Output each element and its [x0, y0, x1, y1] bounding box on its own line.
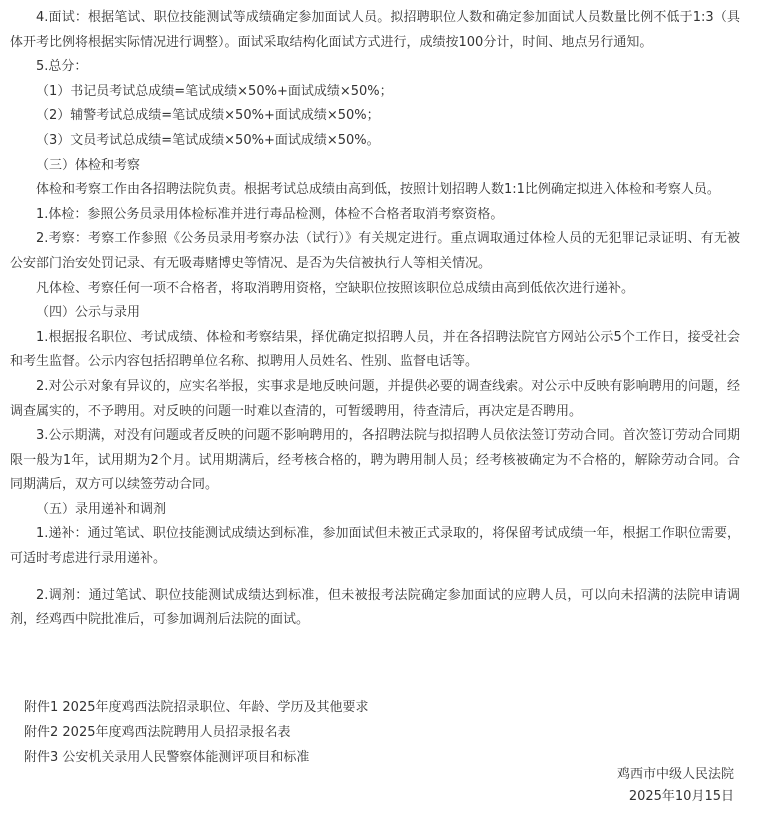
signature-block: [617, 764, 734, 808]
paragraph-clerk-score: （1）书记员考试总成绩=笔试成绩×50%+面试成绩×50%；: [36, 83, 393, 99]
paragraph-exam-responsibility: 体检和考察工作由各招聘法院负责。根据考试总成绩由高到低，按照计划招聘人数1:1比例确定拟进入体检和考察人员。: [36, 182, 720, 198]
paragraph-total-score: 5.总分：: [36, 59, 88, 75]
paragraph-physical-exam: 1.体检：参照公务员录用体检标准并进行毒品检测，体检不合格者取消考察资格。: [36, 206, 504, 222]
section-heading-physical-exam: （三）体检和考察: [36, 157, 141, 173]
section-heading-replacement: （五）录用递补和调剂: [36, 501, 167, 517]
attachment-list: [24, 695, 369, 770]
paragraph-staff-score: （3）文员考试总成绩=笔试成绩×50%+面试成绩×50%。: [36, 132, 380, 148]
paragraph-inspection: 2.考察：考察工作参照《公务员录用考察办法（试行）》有关规定进行。重点调取通过体检人员的无犯罪记录证明、有无被公安部门治安处罚记录、有无吸毒赌博史等情况、是否为失信被执行人等相关情况。: [10, 231, 740, 271]
attachment-1: 附件1 2025年度鸡西法院招录职位、年龄、学历及其他要求: [24, 700, 369, 715]
document-body: [10, 6, 740, 633]
paragraph-interview: 4.面试：根据笔试、职位技能测试等成绩确定参加面试人员。拟招聘职位人数和确定参加面试人员数量比例不低于1:3（具体开考比例将根据实际情况进行调整）。面试采取结构化面试方式进行，成绩按100分计，时间、地点另行通知。: [10, 10, 740, 50]
attachment-3: 附件3 公安机关录用人民警察体能测评项目和标准: [24, 750, 310, 765]
paragraph-publicity-2: 2.对公示对象有异议的，应实名举报，实事求是地反映问题，并提供必要的调查线索。对公示中反映有影响聘用的问题，经调查属实的，不予聘用。对反映的问题一时难以查清的，可暂缓聘用，待查清后，再决定是否聘用。: [10, 378, 740, 419]
paragraph-gap: [10, 572, 740, 584]
issuing-organization: 鸡西市中级人民法院: [616, 767, 734, 782]
paragraph-replacement: 1.递补：通过笔试、职位技能测试成绩达到标准，参加面试但未被正式录取的，将保留考试成绩一年，根据工作职位需要，可适时考虑进行录用递补。: [10, 526, 740, 567]
paragraph-publicity-3: 3.公示期满，对没有问题或者反映的问题不影响聘用的，各招聘法院与拟招聘人员依法签订劳动合同。首次签订劳动合同期限一般为1年，试用期为2个月。试用期满后，经考核合格的，聘为聘用制人员；经考核被确定为不合格的，解除劳动合同。合同期满后，双方可以续签劳动合同。: [10, 428, 740, 493]
paragraph-auxiliary-police-score: （2）辅警考试总成绩=笔试成绩×50%+面试成绩×50%；: [36, 108, 380, 124]
paragraph-publicity-1: 1.根据报名职位、考试成绩、体检和考察结果，择优确定拟招聘人员，并在各招聘法院官方网站公示5个工作日，接受社会和考生监督。公示内容包括招聘单位名称、拟聘用人员姓名、性别、监督电话等。: [10, 329, 740, 370]
attachment-2: 附件2 2025年度鸡西法院聘用人员招录报名表: [24, 725, 291, 740]
section-heading-publicity: （四）公示与录用: [36, 305, 141, 321]
paragraph-disqualification: 凡体检、考察任何一项不合格者，将取消聘用资格，空缺职位按照该职位总成绩由高到低依次进行递补。: [36, 280, 635, 296]
paragraph-adjustment: 2.调剂：通过笔试、职位技能测试成绩达到标准，但未被报考法院确定参加面试的应聘人员，可以向未招满的法院申请调剂，经鸡西中院批准后，可参加调剂后法院的面试。: [10, 587, 740, 628]
issue-date: 2025年10月15日: [628, 789, 734, 804]
